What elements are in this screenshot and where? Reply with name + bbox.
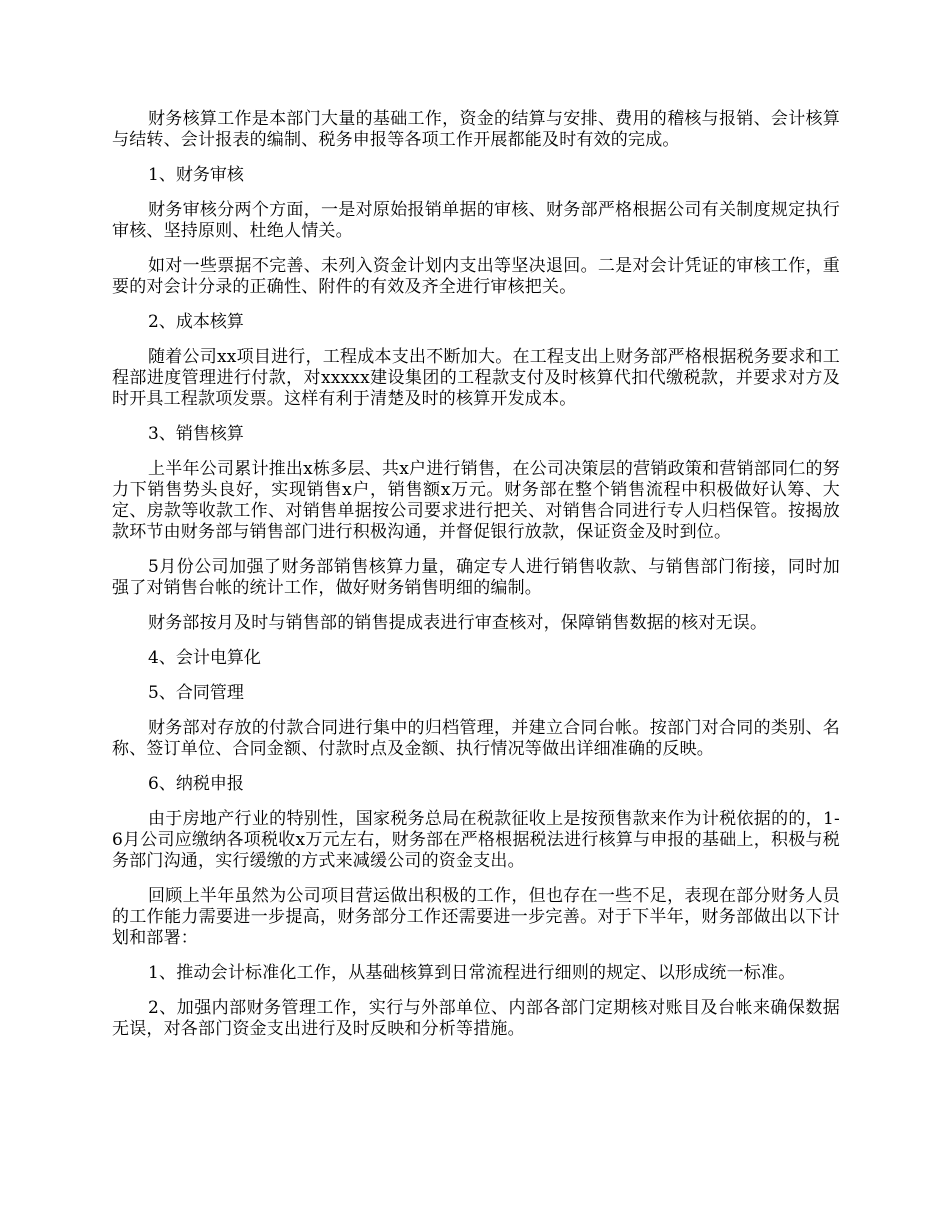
paragraph-plan-2: 2、加强内部财务管理工作，实行与外部单位、内部各部门定期核对账目及台帐来确保数据无误，对各部门资金支出进行及时反映和分析等措施。	[112, 998, 840, 1039]
section-heading-contracts: 5、合同管理	[148, 683, 244, 703]
section-heading-sales: 3、销售核算	[148, 424, 244, 444]
paragraph-contracts: 财务部对存放的付款合同进行集中的归档管理，并建立合同台帐。按部门对合同的类别、名称、签订单位、合同金额、付款时点及金额、执行情况等做出详细准确的反映。	[112, 718, 840, 759]
paragraph-sales-2: 5月份公司加强了财务部销售核算力量，确定专人进行销售收款、与销售部门衔接，同时加强了对销售台帐的统计工作，做好财务销售明细的编制。	[112, 557, 840, 598]
paragraph-tax: 由于房地产行业的特别性，国家税务总局在税款征收上是按预售款来作为计税依据的的，1-6月公司应缴纳各项税收x万元左右，财务部在严格根据税法进行核算与申报的基础上，积极与税务部门沟通，实行缓缴的方式来减缓公司的资金支出。	[112, 809, 840, 871]
document-page	[112, 109, 840, 1054]
section-heading-tax: 6、纳税申报	[148, 774, 244, 794]
section-heading-computerization: 4、会计电算化	[148, 648, 261, 668]
paragraph-sales-1: 上半年公司累计推出x栋多层、共x户进行销售，在公司决策层的营销政策和营销部同仁的努力下销售势头良好，实现销售x户，销售额x万元。财务部在整个销售流程中积极做好认筹、大定、房款等收款工作、对销售单据按公司要求进行把关、对销售合同进行专人归档保管。按揭放款环节由财务部与销售部门进行积极沟通，并督促银行放款，保证资金及时到位。	[112, 459, 840, 542]
paragraph-sales-3: 财务部按月及时与销售部的销售提成表进行审查核对，保障销售数据的核对无误。	[148, 613, 768, 633]
section-heading-cost: 2、成本核算	[148, 312, 244, 332]
section-heading-audit: 1、财务审核	[148, 165, 244, 185]
paragraph-plan-1: 1、推动会计标准化工作，从基础核算到日常流程进行细则的规定、以形成统一标准。	[148, 963, 796, 983]
paragraph-intro: 财务核算工作是本部门大量的基础工作，资金的结算与安排、费用的稽核与报销、会计核算与结转、会计报表的编制、税务申报等各项工作开展都能及时有效的完成。	[112, 109, 840, 150]
paragraph-audit-1: 财务审核分两个方面，一是对原始报销单据的审核、财务部严格根据公司有关制度规定执行审核、坚持原则、杜绝人情关。	[112, 200, 840, 241]
paragraph-cost: 随着公司xx项目进行，工程成本支出不断加大。在工程支出上财务部严格根据税务要求和工程部进度管理进行付款，对xxxxx建设集团的工程款支付及时核算代扣代缴税款，并要求对方及时开具工程款项发票。这样有利于清楚及时的核算开发成本。	[112, 347, 840, 409]
paragraph-review: 回顾上半年虽然为公司项目营运做出积极的工作，但也存在一些不足，表现在部分财务人员的工作能力需要进一步提高，财务部分工作还需要进一步完善。对于下半年，财务部做出以下计划和部署：	[112, 886, 840, 948]
paragraph-audit-2: 如对一些票据不完善、未列入资金计划内支出等坚决退回。二是对会计凭证的审核工作，重要的对会计分录的正确性、附件的有效及齐全进行审核把关。	[112, 256, 840, 297]
